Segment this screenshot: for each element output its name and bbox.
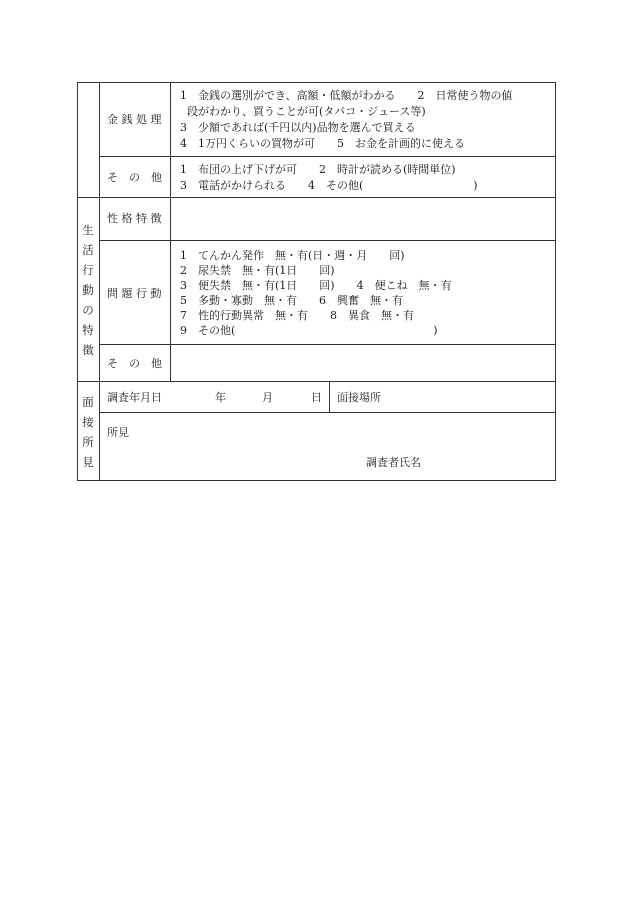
problem-line-4: 5 多動・寡動 無・有 6 興奮 無・有 — [180, 294, 403, 307]
other1-line-1: 1 布団の上げ下げが可 2 時計が読める(時間単位) — [180, 163, 456, 176]
table-border-right — [555, 82, 556, 481]
problem-line-6: 9 その他( ) — [180, 324, 438, 337]
money-line-2: 段がわかり、買うことが可(タバコ・ジュース等) — [187, 105, 426, 118]
row-divider-1 — [99, 156, 556, 157]
other2-label: そ の 他 — [107, 357, 162, 370]
problem-line-3: 3 便失禁 無・有(1日 回) 4 便こね 無・有 — [180, 279, 452, 292]
other1-line-2: 3 電話がかけられる 4 その他( ) — [180, 179, 478, 192]
row-divider-4 — [99, 344, 556, 345]
date-place-divider — [329, 381, 330, 413]
personality-label: 性 格 特 徴 — [107, 212, 162, 225]
money-line-3: 3 少額であれば(千円以内)品物を選んで買える — [180, 121, 416, 134]
label-divider — [170, 82, 171, 382]
personality-value[interactable] — [180, 211, 540, 226]
problem-line-5: 7 性的行動異常 無・有 8 異食 無・有 — [180, 309, 414, 322]
interview-place-label: 面接場所 — [337, 391, 381, 404]
section-divider — [99, 82, 100, 481]
table-border-bottom — [77, 480, 556, 481]
problem-line-1: 1 てんかん発作 無・有(日・週・月 回) — [180, 249, 405, 262]
problem-label: 問 題 行 動 — [107, 287, 162, 300]
row-divider-6 — [99, 412, 556, 413]
survey-date-label: 調査年月日 — [107, 391, 162, 404]
investigator-name-label: 調査者氏名 — [366, 456, 421, 469]
survey-date-month: 月 — [262, 391, 273, 404]
table-border-top — [77, 82, 556, 83]
row-divider-5 — [77, 381, 556, 382]
findings-label: 所見 — [107, 426, 129, 439]
other2-value[interactable] — [180, 356, 540, 371]
money-line-1: 1 金銭の選別ができ、高額・低額がわかる 2 日常使う物の値 — [180, 89, 513, 102]
money-line-4: 4 1万円くらいの買物が可 5 お金を計画的に使える — [180, 137, 465, 150]
interview-section-label: 面 接 所 見 — [82, 395, 94, 469]
row-divider-2 — [77, 197, 556, 198]
money-label: 金 銭 処 理 — [107, 113, 162, 126]
other1-label: そ の 他 — [107, 171, 162, 184]
row-divider-3 — [99, 240, 556, 241]
problem-line-2: 2 尿失禁 無・有(1日 回) — [180, 264, 335, 277]
survey-date-year: 年 — [215, 391, 226, 404]
survey-date-day: 日 — [311, 391, 322, 404]
behavior-section-label: 生 活 行 動 の 特 徴 — [82, 223, 94, 357]
